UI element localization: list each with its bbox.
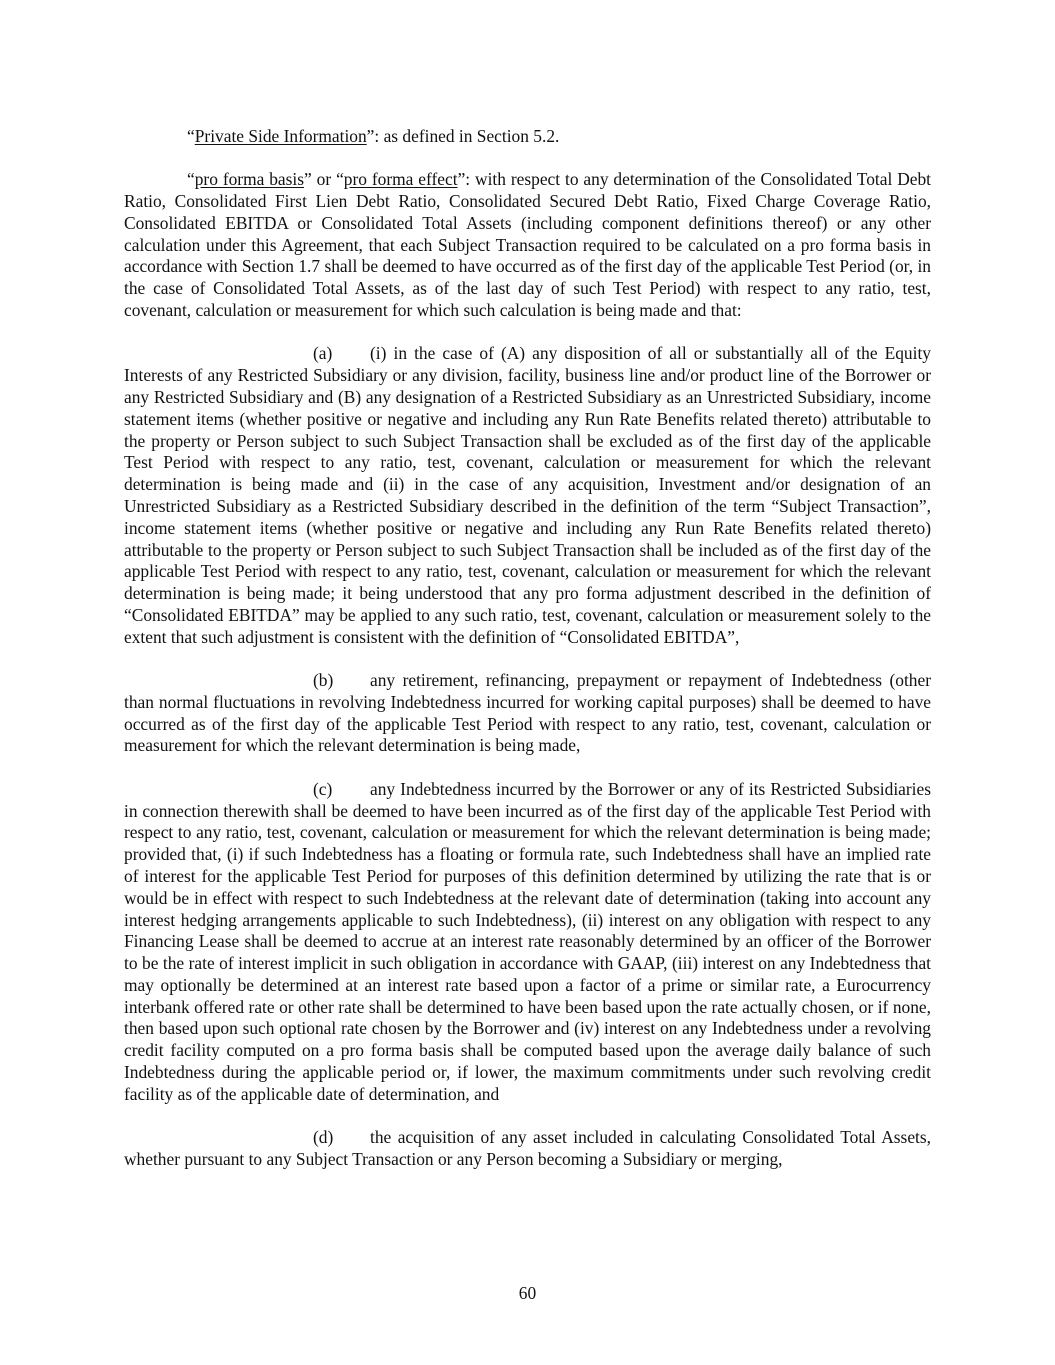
defined-term: pro forma basis: [194, 169, 305, 190]
clause-label: (d): [313, 1127, 334, 1148]
clause-label: (b): [313, 670, 334, 691]
definition-pro-forma-basis: “pro forma basis” or “pro forma effect”: with respect to any determination of the Consolidated Total Debt Ratio, Consolidated First Lien Debt Ratio, Consolidated Secured Debt Ratio, Fixed Charge Coverage Ratio, Consolidated EBITDA or Consolidated Total Assets (including component definitions thereof) or any other calculation under this Agreement, that each Subject Transaction required to be calculated on a pro forma basis in accordance with Section 1.7 shall be deemed to have occurred as of the first day of the applicable Test Period (or, in the case of Consolidated Total Assets, as of the last day of such Test Period) with respect to any ratio, test, covenant, calculation or measurement for which such calculation is being made and that:: [124, 169, 931, 321]
clause-text: any Indebtedness incurred by the Borrower or any of its Restricted Subsidiaries in connection therewith shall be deemed to have been incurred as of the first day of the applicable Test Period with respect to any ratio, test, covenant, calculation or measurement for which the relevant determination is being made; provided that, (i) if such Indebtedness has a floating or formula rate, such Indebtedness shall have an implied rate of interest for the applicable Test Period for purposes of this definition determined by utilizing the rate that is or would be in effect with respect to such Indebtedness at the relevant date of determination (taking into account any interest hedging arrangements applicable to such Indebtedness), (ii) interest on any obligation with respect to any Financing Lease shall be deemed to accrue at an interest rate reasonably determined by an officer of the Borrower to be the rate of interest implicit in such obligation in accordance with GAAP, (iii) interest on any Indebtedness that may optionally be determined at an interest rate based upon a factor of a prime or similar rate, a Eurocurrency interbank offered rate or other rate shall be determined to have been based upon the rate actually chosen, or if none, then based upon such optional rate chosen by the Borrower and (iv) interest on any Indebtedness under a revolving credit facility computed on a pro forma basis shall be computed based upon the average daily balance of such Indebtedness during the applicable period or, if lower, the maximum commitments under such revolving credit facility as of the applicable date of determination, and: [124, 778, 931, 1104]
defined-term: pro forma effect: [343, 169, 458, 190]
document-page: [124, 126, 931, 1192]
clause-text: (i) in the case of (A) any disposition of all or substantially all of the Equity Interests of any Restricted Subsidiary or any division, facility, business line and/or product line of the Borrower or any Restricted Subsidiary and (B) any designation of a Restricted Subsidiary as an Unrestricted Subsidiary, income statement items (whether positive or negative and including any Run Rate Benefits related thereto) attributable to the property or Person subject to such Subject Transaction shall be excluded as of the first day of the applicable Test Period with respect to any ratio, test, covenant, calculation or measurement for which the relevant determination is being made and (ii) in the case of any acquisition, Investment and/or designation of an Unrestricted Subsidiary as a Restricted Subsidiary described in the definition of the term “Subject Transaction”, income statement items (whether positive or negative and including any Run Rate Benefits related thereto) attributable to the property or Person subject to such Subject Transaction shall be included as of the first day of the applicable Test Period with respect to any ratio, test, covenant, calculation or measurement for which the relevant determination is being made; it being understood that any pro forma adjustment described in the definition of “Consolidated EBITDA” may be applied to any such ratio, test, covenant, calculation or measurement solely to the extent that such adjustment is consistent with the definition of “Consolidated EBITDA”,: [124, 343, 931, 647]
clause-text: any retirement, refinancing, prepayment or repayment of Indebtedness (other than normal fluctuations in revolving Indebtedness incurred for working capital purposes) shall be deemed to have occurred as of the first day of the applicable Test Period with respect to any ratio, test, covenant, calculation or measurement for which the relevant determination is being made,: [124, 670, 931, 756]
definition-text: : as defined in Section 5.2.: [374, 126, 560, 146]
page-number: 60: [518, 1283, 537, 1303]
defined-term: Private Side Information: [194, 126, 367, 146]
definition-private-side-information: “Private Side Information”: as defined in Section 5.2.: [187, 126, 560, 146]
clause-c: [124, 779, 931, 1106]
clause-label: (a): [313, 343, 333, 364]
clause-a: [124, 343, 931, 648]
clause-b: [124, 670, 931, 757]
clause-d: [124, 1127, 931, 1171]
clause-text: the acquisition of any asset included in calculating Consolidated Total Assets, whether pursuant to any Subject Transaction or any Person becoming a Subsidiary or merging,: [124, 1127, 931, 1169]
clause-label: (c): [313, 778, 333, 799]
definition-text: : with respect to any determination of the Consolidated Total Debt Ratio, Consolidated First Lien Debt Ratio, Consolidated Secured Debt Ratio, Fixed Charge Coverage Ratio, Consolidated EBITDA or Consolidated Total Assets (including component definitions thereof) or any other calculation under this Agreement, that each Subject Transaction required to be calculated on a pro forma basis in accordance with Section 1.7 shall be deemed to have occurred as of the first day of the applicable Test Period (or, in the case of Consolidated Total Assets, as of the last day of such Test Period) with respect to any ratio, test, covenant, calculation or measurement for which such calculation is being made and that:: [124, 169, 931, 321]
term-connector: or: [311, 169, 337, 190]
